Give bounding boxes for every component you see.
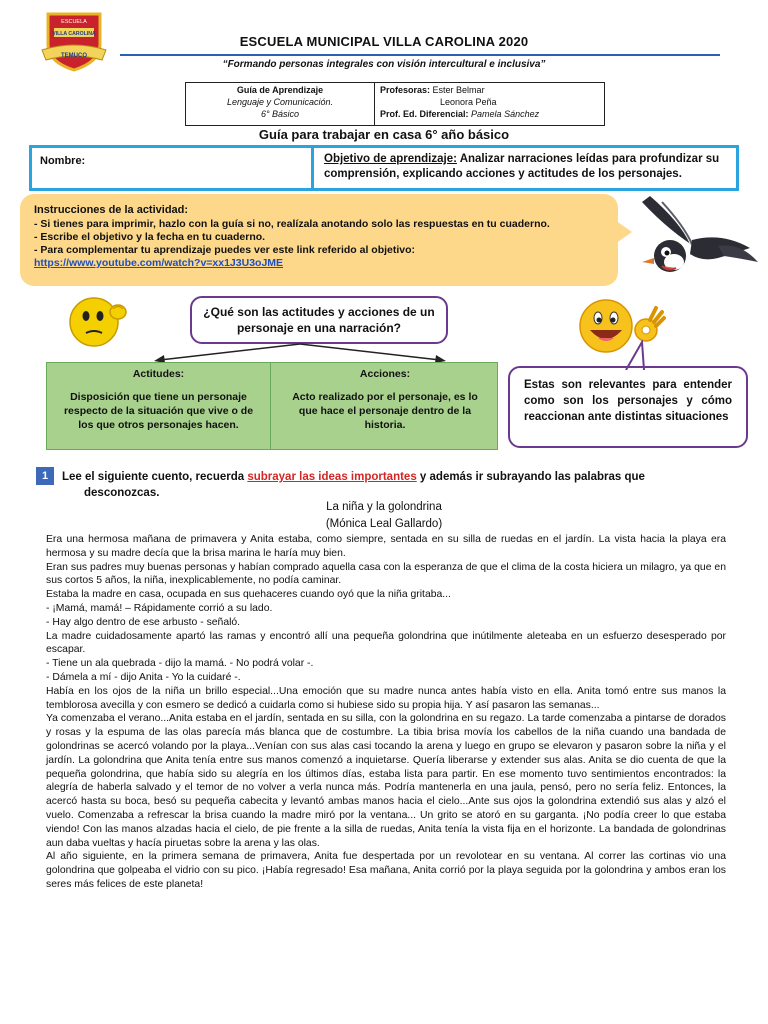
story-paragraph: Ya comenzaba el verano...Anita estaba en el jardín, sentada en su silla, con la golondrina en su regazo. La tarde comenzaba a pintarse de dorados y rosas y la espuma de las olas parecía más blanca que de costumbre. La tibia brisa movía los cabellos de la niña cuando una bandada de golondrinas se acercó volando por la playa...Venían con sus alas casi tocando la arena y luego en grupo se elevaron y pasaron sobre la niña y el jardín. La golondrina que Anita tenía entre sus manos comenzó a inquietarse. Quería liberarse y extender sus alas. Anita se dio cuenta de que la pequeña golondrina, que había sido su alegría en los últimos días, estaba lista para partir. En ese momento tuvo sentimientos encontrados: la alegría de haberla salvado y el temor de no volver a verla nunca más. Podría mantenerla en una jaula, pensó, pero no sería feliz. Entonces, la acercó hasta su boca, besó su pequeña cabecita y levantó ambas manos hacia el cielo...Ante sus ojos la golondrina extendió sus alas y alzó el vuelo. Comenzaba a refrescar la brisa cuando la madre miró por la ventana... Un grito se atoró en su garganta. ¡No podía creer lo que estaba viendo! Con las manos alzadas hacia el cielo, de pie frente a la silla de ruedas, Anita tenía la vista fija en el horizonte. La bandada de golondrinas aun daba vueltas y hacía piruetas sobre la arena y las olas. [46, 713, 726, 849]
story-paragraph: La madre cuidadosamente apartó las ramas y encontró allí una pequeña golondrina que inútilmente aleteaba en un esfuerzo desesperado por escapar. [46, 630, 726, 656]
pe-teacher: Pamela Sánchez [471, 109, 540, 119]
teacher-1: Ester Belmar [432, 85, 485, 95]
task-text-before: Lee el siguiente cuento, recuerda [62, 471, 248, 483]
story-paragraph: Al año siguiente, en la primera semana de primavera, Anita fue despertada por un revolotear en su ventana. Al correr las cortinas vio una golondrina que golpeaba el vidrio con su pico. ¡Había regresado! Esa mañana, Anita corrió por la playa seguida por la golondrina y ambos eran los seres más felices de este planeta! [46, 851, 726, 890]
objective-text: Analizar narraciones leídas para profundizar su comprensión, explicando acciones y actitudes de los personajes. [324, 153, 720, 180]
guide-type: Guía de Aprendizaje [236, 85, 324, 95]
objective [324, 152, 732, 182]
story-text [46, 533, 726, 892]
guide-info-left [186, 83, 375, 126]
swallow-bird-illustration [632, 192, 762, 292]
task-text-after: y además ir subrayando las palabras que [416, 471, 645, 483]
story-paragraph: - Hay algo dentro de ese arbusto - señaló. [46, 616, 241, 628]
story-paragraph: - ¡Mamá, mamá! – Rápidamente corrió a su lado. [46, 602, 273, 614]
objective-label: Objetivo de aprendizaje: [324, 153, 457, 165]
attitudes-cell [47, 363, 271, 449]
story-title: La niña y la golondrina [326, 501, 442, 513]
task-number-badge: 1 [36, 467, 54, 485]
school-title: ESCUELA MUNICIPAL VILLA CAROLINA 2020 [239, 34, 529, 49]
guide-grade: 6° Básico [260, 109, 300, 119]
story-paragraph: Era una hermosa mañana de primavera y Anita estaba, como siempre, sentada en su silla de ruedas en el jardín. La vista hacia la playa era hermosa y su madre decía que la brisa marina le haría muy bien. [46, 534, 726, 559]
guide-info-table [185, 82, 605, 126]
instruction-item: - Escribe el objetivo y la fecha en tu cuaderno. [34, 231, 266, 243]
task-highlight: subrayar las ideas importantes [247, 471, 417, 483]
instructions-callout [20, 194, 618, 286]
story-paragraph: - Tiene un ala quebrada - dijo la mamá. - No podrá volar -. [46, 658, 314, 670]
story-paragraph: Estaba la madre en casa, ocupada en sus quehaceres cuando oyó que la niña gritaba... [46, 589, 451, 601]
name-objective-box [29, 145, 739, 191]
youtube-link[interactable]: https://www.youtube.com/watch?v=xx1J3U3oJME [34, 257, 284, 269]
pe-label: Prof. Ed. Diferencial: [380, 109, 469, 119]
question-bubble: ¿Qué son las actitudes y acciones de un personaje en una narración? [190, 296, 448, 344]
story-author: (Mónica Leal Gallardo) [325, 518, 443, 530]
crest-line-1: ESCUELA [61, 19, 87, 25]
actions-header: Acciones: [359, 368, 411, 380]
actions-cell [273, 363, 497, 449]
crest-line-3: TEMUCO [61, 53, 87, 59]
guide-subject: Lenguaje y Comunicación. [226, 97, 334, 107]
thinking-smiley-icon [66, 292, 128, 350]
guide-title: Guía para trabajar en casa 6° año básico [258, 127, 510, 142]
guide-info-right [376, 83, 608, 126]
name-field[interactable]: Nombre: [32, 148, 314, 188]
story-paragraph: Había en los ojos de la niña un brillo especial...Una emoción que su madre nunca antes había visto en ella. Anita tomó entre sus manos la temblorosa avecilla y con esmero se dedicó a cuidarla como si hubiese sido su propia hija. Y así pasaron las semanas... [46, 685, 726, 711]
attitudes-definition: Disposición que tiene un personaje respecto de la situación que vive o de los que otros personajes hacen. [63, 391, 254, 431]
attitudes-header: Actitudes: [132, 368, 185, 380]
instruction-item: - Para complementar tu aprendizaje puedes ver este link referido al objetivo: [34, 244, 416, 256]
teachers-label: Profesoras: [380, 85, 431, 95]
story-paragraph: Eran sus padres muy buenas personas y habían comprado aquella casa con la esperanza de que el clima de la costa hiciera un milagro, ya que en sus cortos 5 años, la niña, inexplicablemente, no podía caminar. [46, 561, 726, 587]
teacher-2: Leonora Peña [440, 97, 497, 107]
instructions-title: Instrucciones de la actividad: [34, 204, 189, 216]
callout-tail [612, 218, 632, 246]
school-motto: “Formando personas integrales con visión intercultural e inclusiva” [222, 59, 546, 70]
instruction-item: - Si tienes para imprimir, hazlo con la guía si no, realízala anotando solo las respuestas en tu cuaderno. [34, 218, 550, 230]
actions-definition: Acto realizado por el personaje, es lo que hace el personaje dentro de la historia. [292, 391, 478, 431]
task-instruction [62, 469, 742, 501]
crest-line-2: VILLA CAROLINA [52, 31, 96, 37]
story-paragraph: - Dámela a mí - dijo Anita - Yo la cuidaré -. [46, 671, 241, 683]
header-divider [120, 54, 720, 56]
concepts-table [46, 362, 498, 450]
task-text-line2: desconozcas. [84, 487, 160, 499]
relevance-bubble: Estas son relevantes para entender como son los personajes y cómo reaccionan ante distintas situaciones [508, 366, 748, 448]
